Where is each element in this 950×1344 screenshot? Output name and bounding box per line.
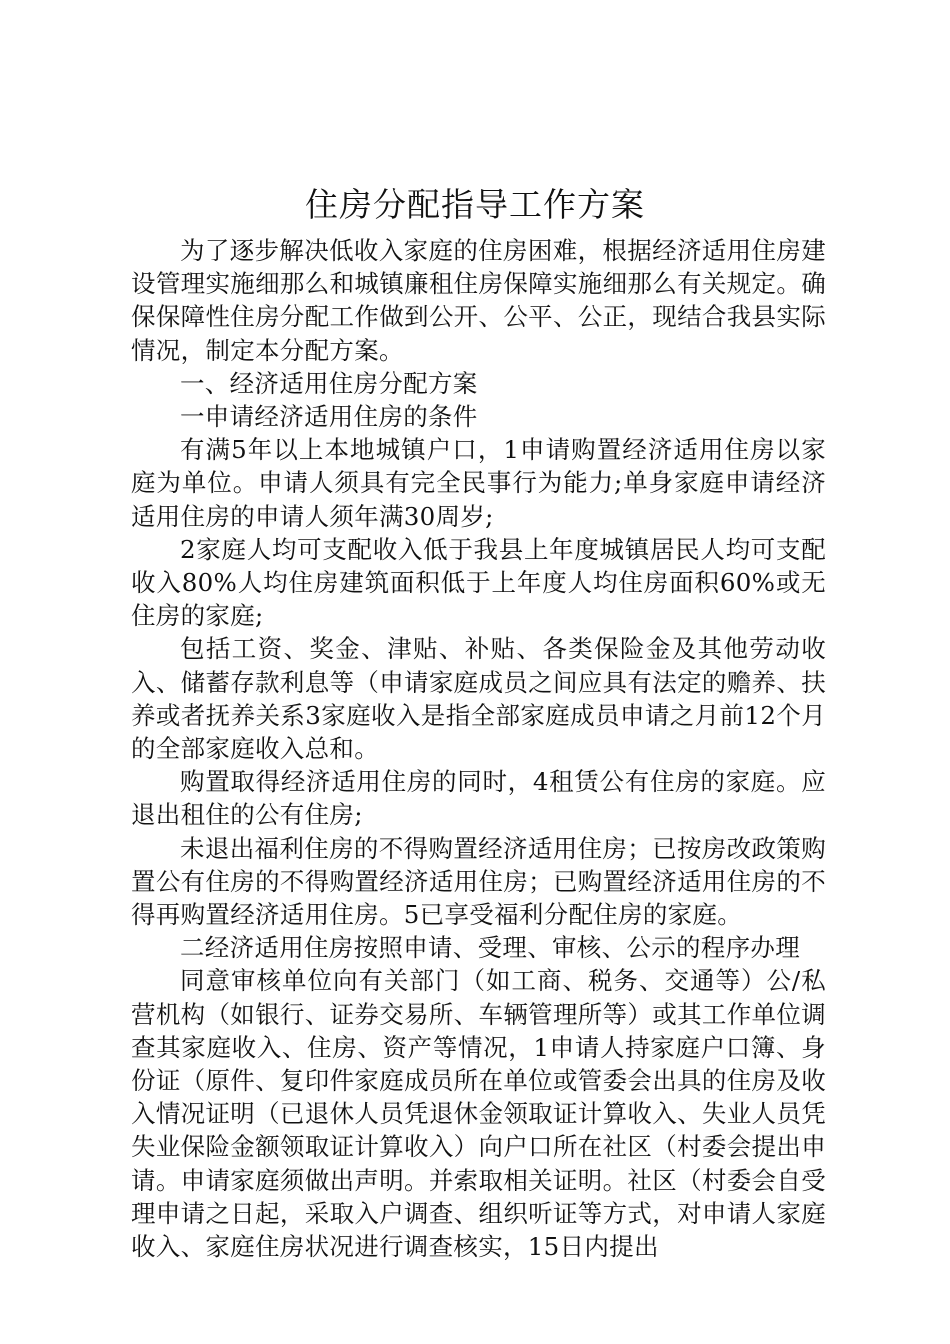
- paragraph-condition-3: 包括工资、奖金、津贴、补贴、各类保险金及其他劳动收入、储蓄存款利息等（申请家庭成员之间应具有法定的赡养、扶养或者抚养关系3家庭收入是指全部家庭成员申请之月前12个月的全部家庭收入总和。: [131, 634, 826, 764]
- paragraph-condition-5: 未退出福利住房的不得购置经济适用住房；已按房改政策购置公有住房的不得购置经济适用住房；已购置经济适用住房的不得再购置经济适用住房。5已享受福利分配住房的家庭。: [131, 833, 826, 930]
- paragraph-condition-2: 2家庭人均可支配收入低于我县上年度城镇居民人均可支配收入80%人均住房建筑面积低于上年度人均住房面积60%或无住房的家庭;: [131, 534, 826, 631]
- document-title: 住房分配指导工作方案: [305, 185, 645, 224]
- subsection-heading-2: 二经济适用住房按照申请、受理、审核、公示的程序办理: [180, 933, 800, 963]
- paragraph-condition-4: 购置取得经济适用住房的同时，4租赁公有住房的家庭。应退出租住的公有住房;: [131, 767, 826, 830]
- paragraph-procedure-1: 同意审核单位向有关部门（如工商、税务、交通等）公/私营机构（如银行、证券交易所、车辆管理所等）或其工作单位调查其家庭收入、住房、资产等情况，1申请人持家庭户口簿、身份证（原件、复印件家庭成员所在单位或管委会出具的住房及收入情况证明（已退休人员凭退休金领取证计算收入、失业人员凭失业保险金额领取证计算收入）向户口所在社区（村委会提出申请。申请家庭须做出声明。并索取相关证明。社区（村委会自受理申请之日起，采取入户调查、组织听证等方式，对申请人家庭收入、家庭住房状况进行调查核实，15日内提出: [131, 966, 826, 1262]
- subsection-heading-1: 一申请经济适用住房的条件: [180, 402, 478, 432]
- paragraph-intro: 为了逐步解决低收入家庭的住房困难，根据经济适用住房建设管理实施细那么和城镇廉租住房保障实施细那么有关规定。确保保障性住房分配工作做到公开、公平、公正，现结合我县实际情况，制定本分配方案。: [131, 236, 826, 365]
- paragraph-condition-1: 有满5年以上本地城镇户口，1申请购置经济适用住房以家庭为单位。申请人须具有完全民事行为能力;单身家庭申请经济适用住房的申请人须年满30周岁;: [131, 435, 826, 531]
- document-body: [131, 234, 826, 1263]
- section-heading-1: 一、经济适用住房分配方案: [180, 368, 478, 398]
